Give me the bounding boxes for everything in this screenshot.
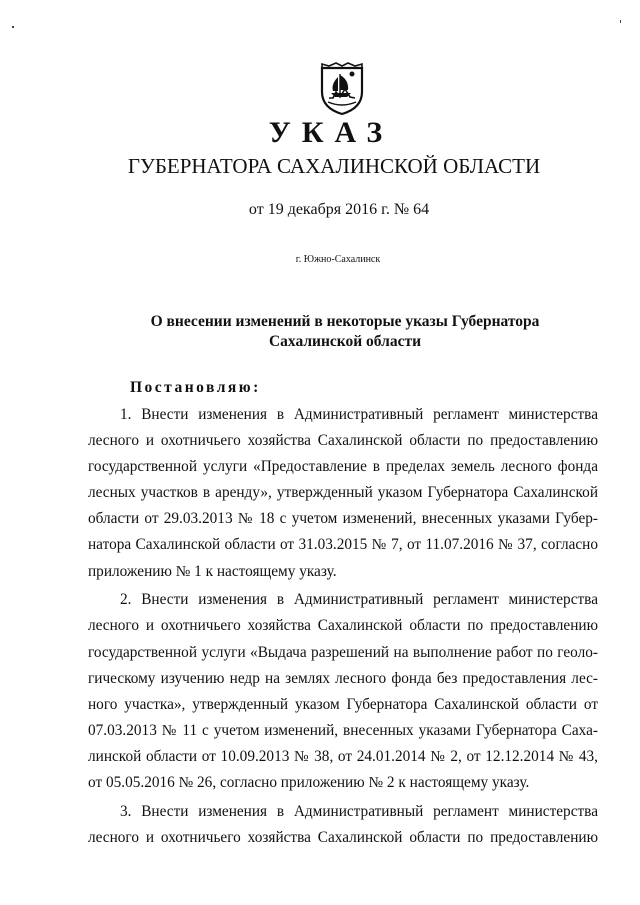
- sakhalin-coat-of-arms-icon: [319, 62, 365, 116]
- text-line: натора Сахалинской области от 31.03.2015 № 7, от 11.07.2016 № 37, согласно: [88, 536, 598, 554]
- text-line: линской области от 10.09.2013 № 38, от 24.01.2014 № 2, от 12.12.2014 № 43,: [88, 747, 598, 765]
- paragraph-2: [88, 587, 598, 796]
- text-line: 3. Внести изменения в Административный регламент министерства: [120, 802, 598, 820]
- date-and-number: от 19 декабря 2016 г. № 64: [248, 201, 430, 218]
- text-line: государственной услуги «Предоставление в пределах земель лесного фонда: [88, 458, 598, 476]
- text-line: области от 29.03.2013 № 18 с учетом изменений, внесенных указами Губер-: [88, 510, 598, 528]
- paragraph-1: [88, 402, 598, 585]
- text-line: лесного и охотничьего хозяйства Сахалинской области по предоставлению: [88, 617, 598, 635]
- text-line: 2. Внести изменения в Административный регламент министерства: [120, 591, 598, 609]
- text-line: 07.03.2013 № 11 с учетом изменений, внесенных указами Губернатора Саха-: [88, 721, 598, 739]
- text-line: ного участка», утвержденный указом Губернатора Сахалинской области от: [88, 695, 598, 713]
- text-line: гическому изучению недр на землях лесного фонда без предоставления лес-: [88, 669, 598, 687]
- scan-speck: [12, 26, 14, 28]
- text-line: лесного и охотничьего хозяйства Сахалинской области по предоставлению: [88, 432, 598, 450]
- text-line: лесных участков в аренду», утвержденный указом Губернатора Сахалинской: [88, 484, 598, 502]
- scan-speck: [620, 20, 621, 23]
- text-line: от 05.05.2016 № 26, согласно приложению № 2 к настоящему указу.: [88, 774, 530, 791]
- city-of-issue: г. Южно-Сахалинск: [295, 254, 381, 265]
- document-subtitle: ГУБЕРНАТОРА САХАЛИНСКОЙ ОБЛАСТИ: [127, 154, 541, 178]
- text-line: лесного и охотничьего хозяйства Сахалинской области по предоставлению: [88, 828, 598, 846]
- document-title: УКАЗ: [268, 116, 394, 149]
- document-heading: [150, 312, 540, 352]
- decree-word: Постановляю:: [130, 379, 261, 396]
- document-body: [88, 402, 598, 854]
- heading-line: О внесении изменений в некоторые указы Губернатора: [150, 313, 540, 330]
- text-line: приложению № 1 к настоящему указу.: [88, 562, 337, 580]
- heading-line: Сахалинской области: [268, 333, 422, 350]
- text-line: государственной услуги «Выдача разрешений на выполнение работ по геоло-: [88, 643, 598, 661]
- paragraph-3: [88, 799, 598, 851]
- text-line: 1. Внести изменения в Административный регламент министерства: [120, 406, 598, 423]
